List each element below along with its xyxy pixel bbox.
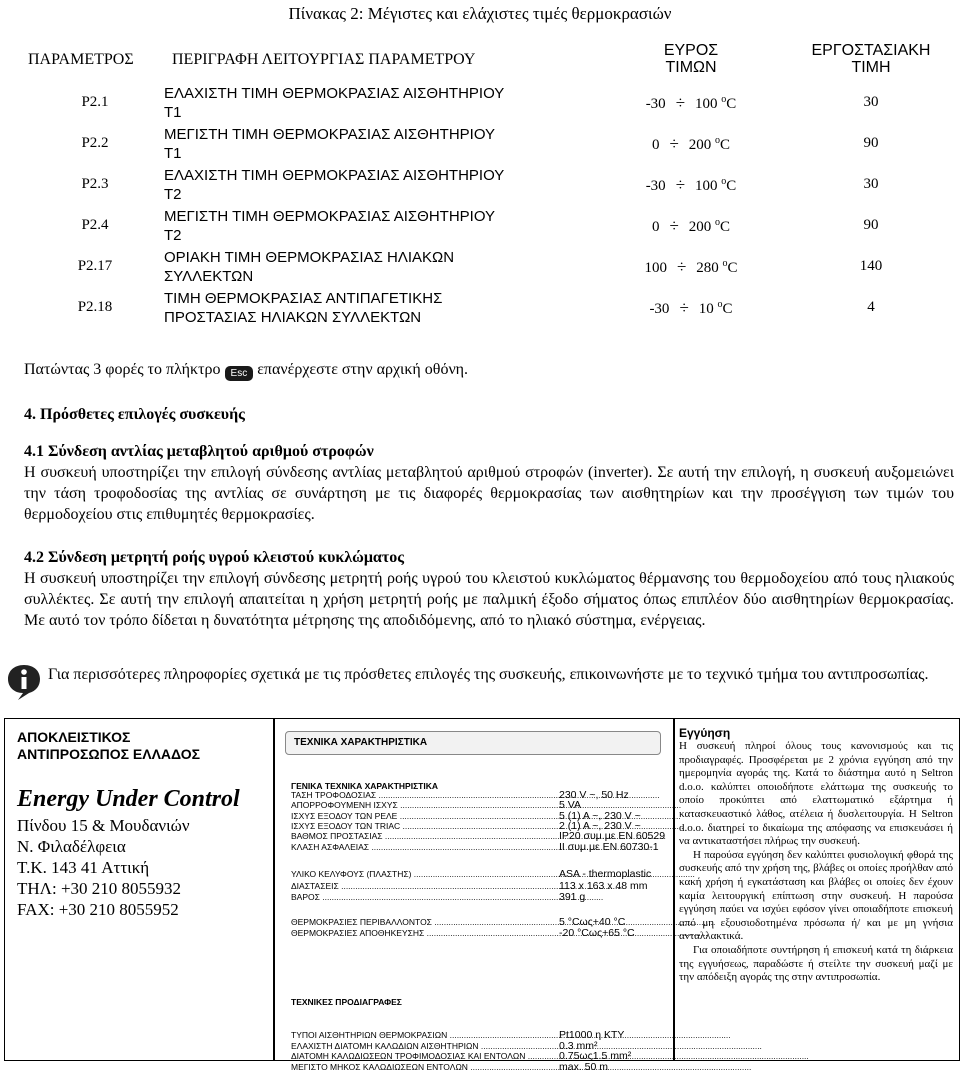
spec-value: 113 x 163 x 48 mm — [559, 880, 648, 892]
distributor-address-2: Ν. Φιλαδέλφεια — [17, 837, 126, 856]
spec-value: 0.3 mm² — [559, 1040, 598, 1052]
section-4-1-text: Η συσκευή υποστηρίζει την επιλογή σύνδεσης αντλίας μεταβλητού αριθμού στροφών (inverter). Σε αυτή την επιλογή, η συσκευή αυξομειώνει την τάση τροφοδοσίας της αντλίας σε συνάρτηση με τις διαφορές θερμοκρασίας των αισθητηρίων και την προσέγγιση των τιμών του θερμοδοχείου στις επιθυμητές θερμοκρασίες. — [24, 464, 954, 523]
spec-key: ΕΛΑΧΙΣΤΗ ΔΙΑΤΟΜΗ ΚΑΛΩΔΙΩΝ ΑΙΣΘΗΤΗΡΙΩΝ ..... — [291, 1041, 559, 1051]
spec-row — [291, 881, 661, 891]
spec-row — [291, 917, 661, 927]
header-factory: ΕΡΓΟΣΤΑΣΙΑΚΗ ΤΙΜΗ — [811, 42, 931, 76]
specs-title: ΤΕΧΝΙΚΑ ΧΑΡΑΚΤΗΡΙΣΤΙΚΑ — [285, 731, 661, 755]
temperature-parameter-table — [26, 36, 958, 328]
spec-value: 230 V ~, 50 Hz — [559, 789, 629, 801]
spec-row — [291, 928, 661, 938]
divide-icon: ÷ — [675, 174, 686, 194]
param-desc: ΜΕΓΙΣΤΗ ΤΙΜΗ ΘΕΡΜΟΚΡΑΣΙΑΣ ΑΙΣΘΗΤΗΡΙΟΥ T2 — [164, 207, 496, 244]
spec-value: ASA - thermoplastic — [559, 868, 652, 880]
table-row — [26, 82, 958, 123]
param-id: P2.18 — [77, 299, 113, 315]
specs-box — [274, 718, 674, 1073]
distributor-heading-1: ΑΠΟΚΛΕΙΣΤΙΚΟΣ — [17, 729, 131, 745]
spec-key: ΑΠΟΡΡΟΦΟΥΜΕΝΗ ΙΣΧΥΣ ..... — [291, 800, 559, 810]
param-desc: ΜΕΓΙΣΤΗ ΤΙΜΗ ΘΕΡΜΟΚΡΑΣΙΑΣ ΑΙΣΘΗΤΗΡΙΟΥ T1 — [164, 125, 496, 162]
table-row — [26, 287, 958, 328]
param-id: P2.1 — [81, 94, 109, 110]
param-id: P2.2 — [81, 135, 109, 151]
table-row — [26, 246, 958, 287]
spec-value: 5 (1) A ~, 230 V ~ — [559, 810, 641, 822]
param-factory-value: 4 — [867, 299, 875, 315]
spec-key: ΔΙΑΣΤΑΣΕΙΣ ..... — [291, 881, 559, 891]
spec-row — [291, 842, 661, 852]
spec-value: Pt1000 η KTY — [559, 1029, 625, 1041]
warranty-paragraph-3: Για οποιαδήποτε συντήρηση ή επισκευή κατά τη διάρκεια της εγγυήσεως, παραδώστε ή στείλτε την συσκευή μαζί με την απόδειξη αγοράς της στην αντιπροσωπία. — [679, 943, 953, 984]
divide-icon: ÷ — [669, 215, 679, 235]
param-range: -30 ÷ 10 $^o$C — [649, 297, 733, 317]
warranty-title: Εγγύηση — [679, 726, 731, 740]
info-icon — [6, 662, 42, 702]
spec-key: ΚΛΑΣΗ ΑΣΦΑΛΕΙΑΣ ..... — [291, 842, 559, 852]
spec-key: ΙΣΧΥΣ ΕΞΟΔΟΥ ΤΩΝ ΡΕΛΕ ..... — [291, 811, 559, 821]
specs-tech-heading: ΤΕΧΝΙΚΕΣ ΠΡΟΔΙΑΓΡΑΦΕΣ — [291, 997, 402, 1007]
spec-row — [291, 869, 661, 879]
spec-key: ΒΑΡΟΣ ..... — [291, 892, 559, 902]
param-range: -30 ÷ 100 $^o$C — [645, 92, 737, 112]
spec-key: ΘΕΡΜΟΚΡΑΣΙΕΣ ΑΠΟΘΗΚΕΥΣΗΣ ..... — [291, 928, 559, 938]
distributor-heading-2: ΑΝΤΙΠΡΟΣΩΠΟΣ ΕΛΛΑΔΟΣ — [17, 746, 201, 762]
distributor-brand: Energy Under Control — [17, 786, 240, 812]
header-param: ΠΑΡΑΜΕΤΡΟΣ — [28, 50, 134, 68]
warranty-paragraph-1: Η συσκευή πληροί όλους τους κανονισμούς και τις προδιαγραφές. Προσφέρεται με 2 χρόνια εγγύηση από την ημερομηνία αγοράς της. Κατά το διάστημα αυτό η Seltron d.o.o. καλύπτει οποιοδήποτε ελάττωμα της συσκευής το οποίο προκύπτει από ελαττωματικό εξάρτημα ή κατασκευαστικό λάθος, ατέλεια ή δυσλειτουργία. Η Seltron d.o.o. διατηρεί το δικαίωμα της απόφασης να επισκευάσει ή να αντικαταστήσει πλήρως την συσκευή. — [679, 740, 953, 848]
param-id: P2.4 — [81, 217, 109, 233]
param-factory-value: 30 — [863, 94, 879, 110]
spec-key: ΤΥΠΟΙ ΑΙΣΘΗΤΗΡΙΩΝ ΘΕΡΜΟΚΡΑΣΙΩΝ ..... — [291, 1030, 559, 1040]
distributor-fax: FAX: +30 210 8055952 — [17, 900, 179, 919]
spec-value: max. 50 m — [559, 1061, 609, 1073]
spec-key: ΥΛΙΚΟ ΚΕΛΥΦΟΥΣ (ΠΛΑΣΤΗΣ) ..... — [291, 869, 559, 879]
table-row — [26, 205, 958, 246]
param-range: 100 ÷ 280 $^o$C — [644, 256, 738, 276]
spec-key: ΘΕΡΜΟΚΡΑΣΙΕΣ ΠΕΡΙΒΑΛΛΟΝΤΟΣ ..... — [291, 917, 559, 927]
spec-value: 0.75ως1.5 mm² — [559, 1050, 632, 1062]
header-desc: ΠΕΡΙΓΡΑΦΗ ΛΕΙΤΟΥΡΓΙΑΣ ΠΑΡΑΜΕΤΡΟΥ — [172, 50, 476, 68]
spec-row — [291, 800, 661, 810]
param-desc: ΕΛΑΧΙΣΤΗ ΤΙΜΗ ΘΕΡΜΟΚΡΑΣΙΑΣ ΑΙΣΘΗΤΗΡΙΟΥ T1 — [164, 84, 505, 121]
param-desc: ΕΛΑΧΙΣΤΗ ΤΙΜΗ ΘΕΡΜΟΚΡΑΣΙΑΣ ΑΙΣΘΗΤΗΡΙΟΥ T2 — [164, 166, 505, 203]
spec-value: 5 °Cως+40 °C — [559, 916, 626, 928]
divide-icon: ÷ — [675, 92, 686, 112]
param-factory-value: 90 — [863, 217, 879, 233]
spec-row — [291, 830, 666, 842]
table-row — [26, 123, 958, 164]
table-row — [26, 164, 958, 205]
spec-key: ΒΑΘΜΟΣ ΠΡΟΣΤΑΣΙΑΣ ..... — [291, 831, 559, 841]
spec-key: ΔΙΑΤΟΜΗ ΚΑΛΩΔΙΩΣΕΩΝ ΤΡΟΦΙΜΟΔΟΣΙΑΣ ΚΑΙ ΕΝΤΟΛΩΝ ..... — [291, 1051, 559, 1061]
spec-row — [291, 892, 661, 902]
warranty-box — [674, 718, 960, 1061]
spec-value: 2 (1) A ~, 230 V ~ — [559, 820, 641, 832]
section-4 — [24, 404, 954, 425]
distributor-address-3: Τ.Κ. 143 41 Αττική — [17, 858, 150, 877]
param-id: P2.17 — [77, 258, 113, 274]
spec-key: ΤΑΣΗ ΤΡΟΦΟΔΟΣΙΑΣ ..... — [291, 790, 559, 800]
spec-key: ΜΕΓΙΣΤΟ ΜΗΚΟΣ ΚΑΛΩΔΙΩΣΕΩΝ ΕΝΤΟΛΩΝ ..... — [291, 1062, 559, 1072]
section-4-1-title: 4.1 Σύνδεση αντλίας μεταβλητού αριθμού στροφών — [24, 443, 374, 460]
param-desc: ΤΙΜΗ ΘΕΡΜΟΚΡΑΣΙΑΣ ΑΝΤΙΠΑΓΕΤΙΚΗΣ ΠΡΟΣΤΑΣΙΑΣ ΗΛΙΑΚΩΝ ΣΥΛΛΕΚΤΩΝ — [164, 289, 443, 326]
param-factory-value: 140 — [859, 258, 883, 274]
param-desc: ΟΡΙΑΚΗ ΤΙΜΗ ΘΕΡΜΟΚΡΑΣΙΑΣ ΗΛΙΑΚΩΝ ΣΥΛΛΕΚΤΩΝ — [164, 248, 455, 285]
distributor-box — [4, 718, 274, 1061]
distributor-address-1: Πίνδου 15 & Μουδανιών — [17, 816, 190, 835]
param-range: -30 ÷ 100 $^o$C — [645, 174, 737, 194]
section-4-2-text: Η συσκευή υποστηρίζει την επιλογή σύνδεσης μετρητή ροής υγρού του κλειστού κυκλώματος θέρμανσης του θερμοδοχείου από τους ηλιακούς συλλέκτες. Σε αυτή την επιλογή απαιτείται η χρήση μετρητή ροής με παλμική έξοδο σήματος όπως επιπλέον δύο αισθητηρίων θερμοκρασίας. Με αυτό τον τρόπο δίδεται η δυνατότητα μέτρησης της αποδιδόμενης, από το ηλιακό σύστημα, ενέργειας. — [24, 570, 954, 629]
param-range: 0 ÷ 200 $^o$C — [651, 215, 731, 235]
param-range: 0 ÷ 200 $^o$C — [651, 133, 731, 153]
spec-value: II συμ.με EN 60730-1 — [559, 841, 659, 853]
esc-instruction: Πατώντας 3 φορές το πλήκτρο Esc επανέρχεστε στην αρχική οθόνη. — [24, 361, 469, 379]
warranty-paragraph-2: Η παρούσα εγγύηση δεν καλύπτει φυσιολογική φθορά της συσκευής από την χρήση της, βλάβες οι οποίες προήλθαν από κακή χρήση ή εγκατάσταση και βλάβες οι οποίες δεν έχουν καμία λειτουργική επίπτωση στην συσκευή. Η παρούσα εγγύηση παύει να ισχύει εφόσον γίνει οποιαδήποτε επισκευή από μη εξουσιοδοτημένα πρόσωπα ή/ και με μη γνήσια ανταλλακτικά. — [679, 848, 953, 943]
spec-value: IP20 συμ.με EN 60529 — [559, 830, 666, 842]
param-factory-value: 30 — [863, 176, 879, 192]
spec-value: -20 °Cως+65 °C — [559, 927, 635, 939]
section-4-2 — [24, 547, 954, 631]
info-note-text: Για περισσότερες πληροφορίες σχετικά με τις πρόσθετες επιλογές της συσκευής, επικοινωνήστε με το τεχνικό τμήμα του αντιπροσωπίας. — [48, 666, 929, 683]
spec-row — [291, 1062, 661, 1072]
spec-row — [291, 790, 661, 800]
table-caption: Πίνακας 2: Μέγιστες και ελάχιστες τιμές θερμοκρασιών — [288, 4, 672, 23]
param-id: P2.3 — [81, 176, 109, 192]
section-4-1 — [24, 441, 954, 525]
distributor-phone: ΤΗΛ: +30 210 8055932 — [17, 879, 182, 898]
section-4-2-title: 4.2 Σύνδεση μετρητή ροής υγρού κλειστού κυκλώματος — [24, 549, 404, 566]
divide-icon: ÷ — [679, 297, 689, 317]
spec-value: 5 VA — [559, 799, 581, 811]
spec-value: 391 g — [559, 891, 586, 903]
spec-row — [291, 1030, 661, 1040]
spec-key: ΙΣΧΥΣ ΕΞΟΔΟΥ ΤΩΝ TRIAC ..... — [291, 821, 559, 831]
divide-icon: ÷ — [676, 256, 687, 276]
header-range: ΕΥΡΟΣ ΤΙΜΩΝ — [663, 42, 719, 76]
spec-row — [291, 1051, 661, 1061]
param-factory-value: 90 — [863, 135, 879, 151]
esc-key-icon: Esc — [225, 366, 254, 381]
divide-icon: ÷ — [669, 133, 679, 153]
section-4-title: 4. Πρόσθετες επιλογές συσκευής — [24, 406, 245, 423]
specs-general-heading: ΓΕΝΙΚΑ ΤΕΧΝΙΚΑ ΧΑΡΑΚΤΗΡΙΣΤΙΚΑ — [291, 781, 439, 791]
